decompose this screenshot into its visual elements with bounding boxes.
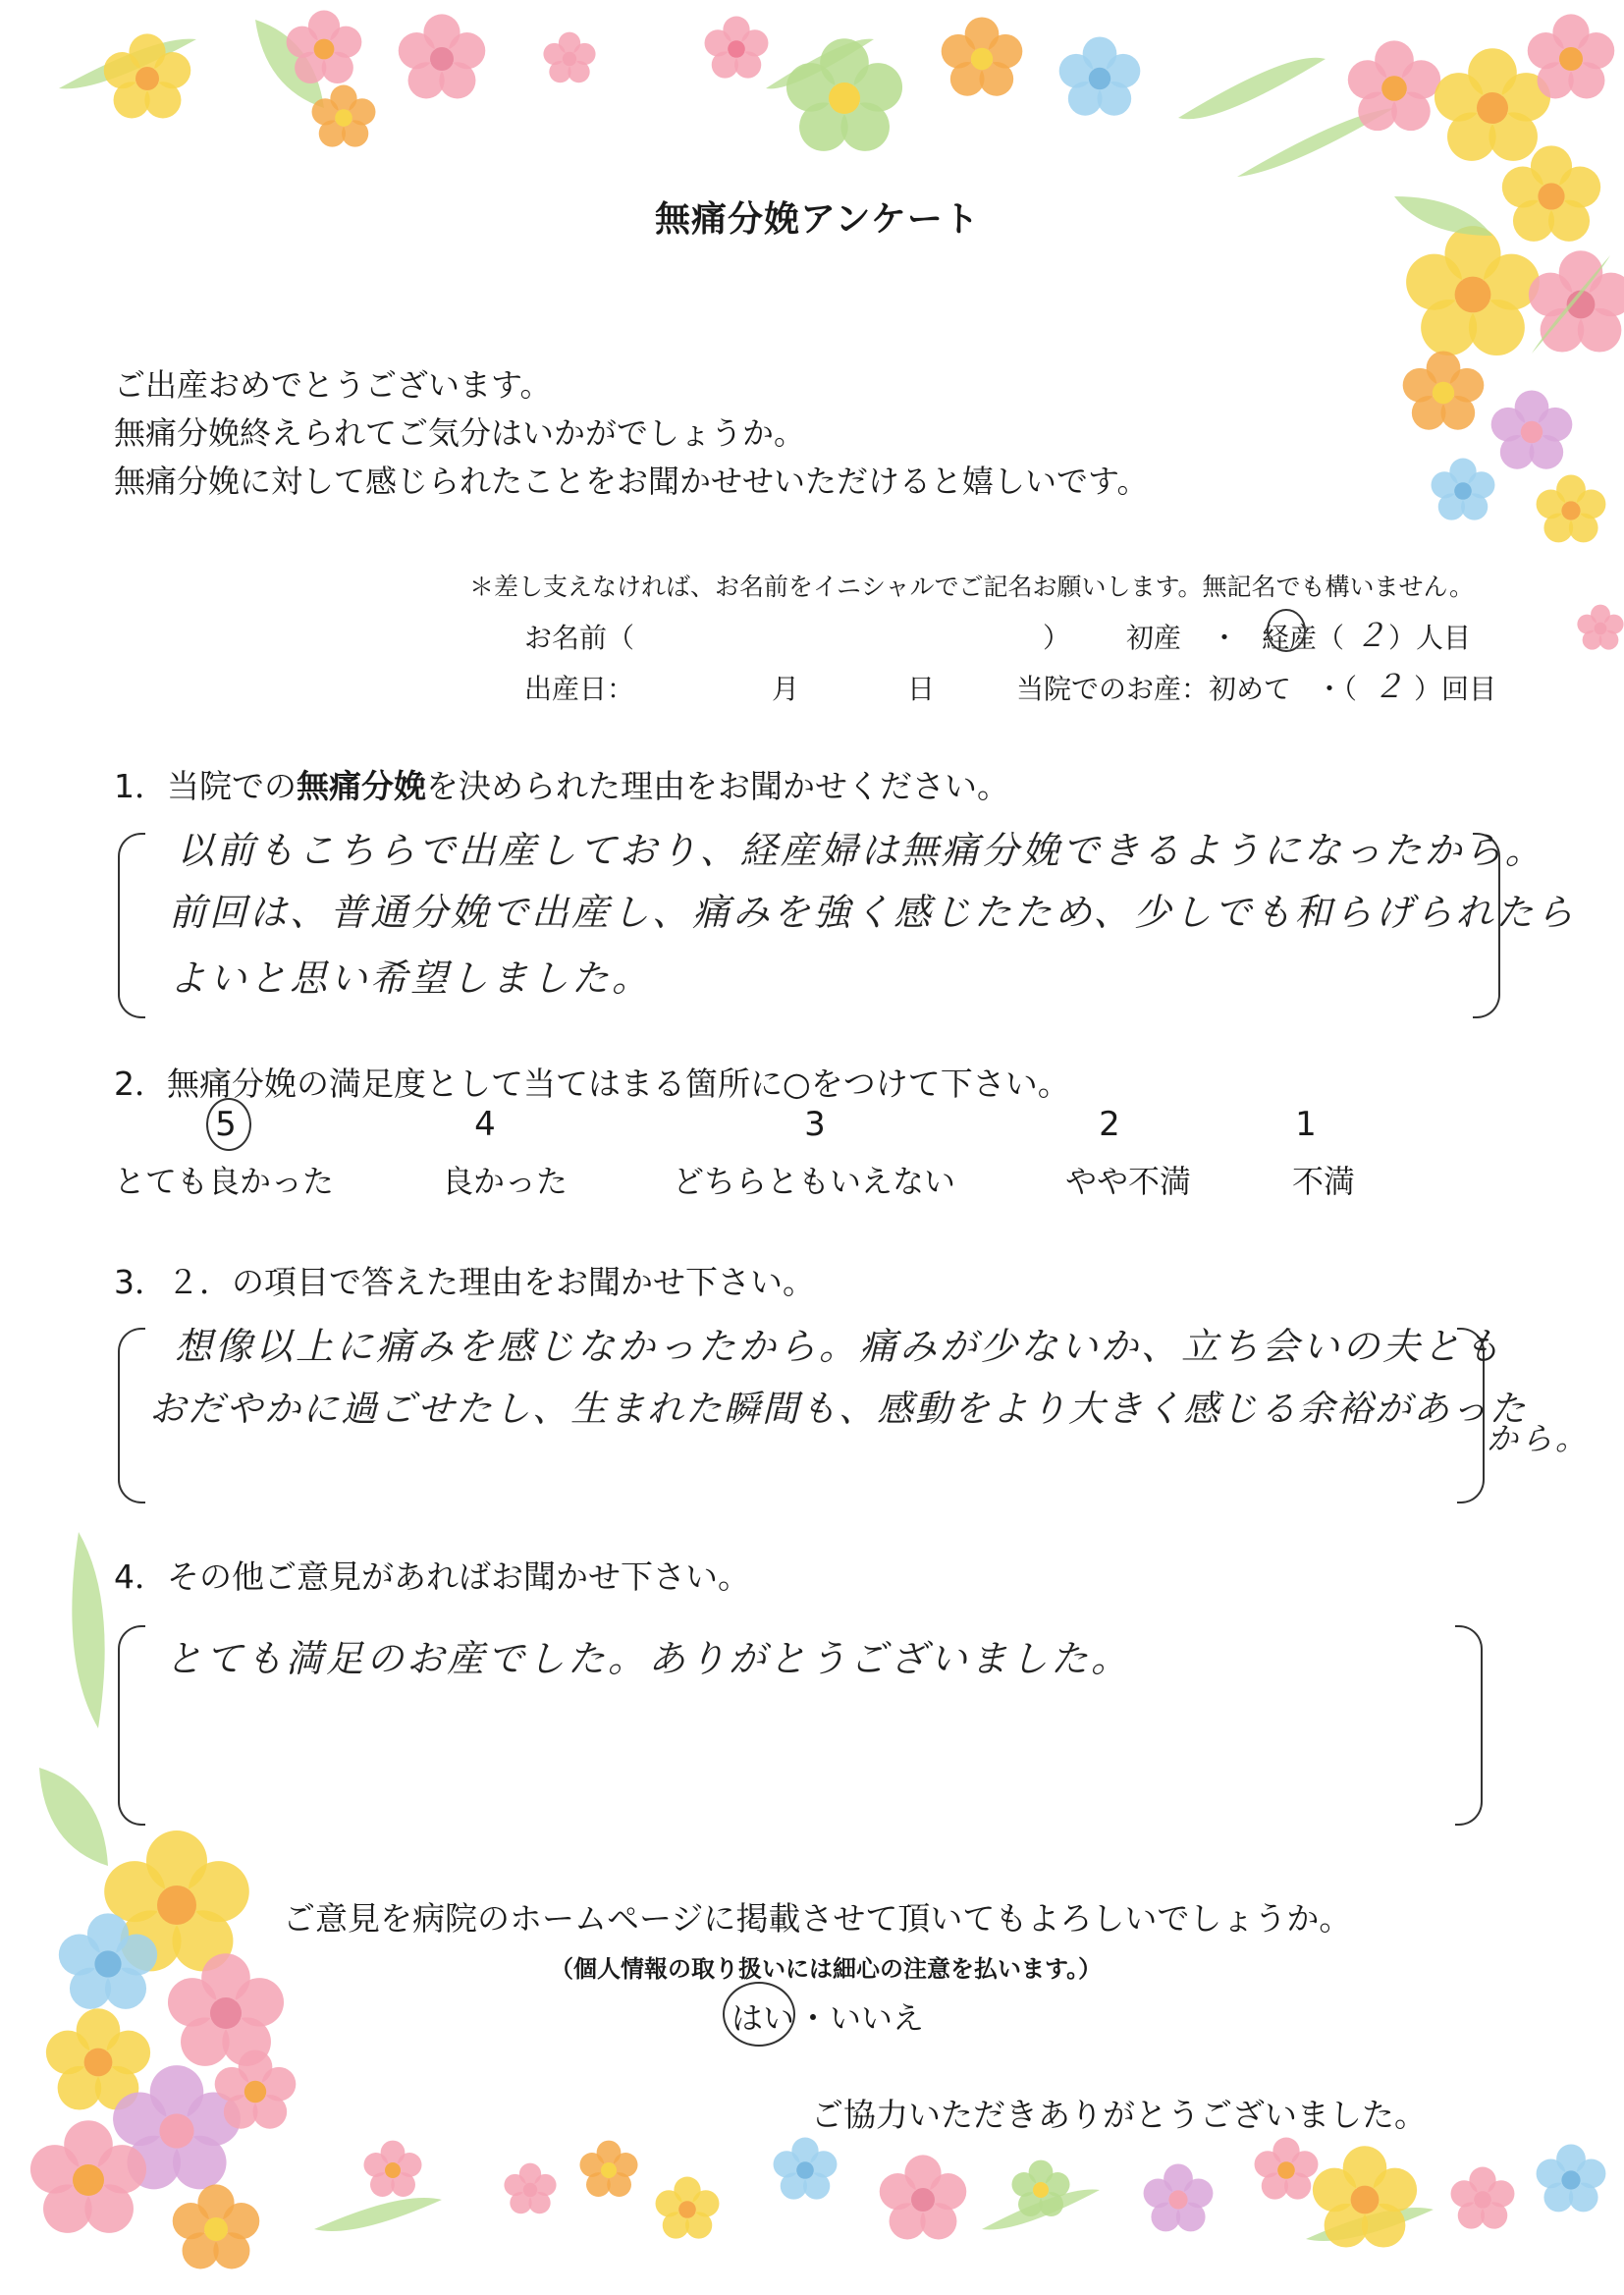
flower-icon bbox=[1577, 605, 1623, 650]
hospital-birth-count: ２ bbox=[1373, 668, 1405, 705]
flower-icon bbox=[287, 10, 362, 83]
multi-birth-circle bbox=[1267, 609, 1306, 652]
flower-icon bbox=[46, 2008, 150, 2109]
rating-number: 1 bbox=[1295, 1105, 1317, 1144]
flower-icon bbox=[1406, 226, 1540, 355]
flower-icon bbox=[656, 2177, 720, 2239]
rating-selected-circle bbox=[206, 1098, 251, 1151]
question-1-prefix: 当院での bbox=[167, 767, 297, 805]
answer-4-text: とても満足のお産でした。ありがとうございました。 bbox=[165, 1637, 1132, 1680]
answer-1-bracket-left bbox=[118, 833, 145, 1018]
rating-label: 良かった bbox=[442, 1163, 568, 1200]
rating-label: 不満 bbox=[1292, 1163, 1356, 1200]
separator-dot: ・ bbox=[1211, 622, 1239, 654]
name-label: お名前（ bbox=[524, 622, 635, 654]
intro-line: 無痛分娩終えられてご気分はいかがでしょうか。 bbox=[114, 414, 806, 452]
flower-icon bbox=[59, 1913, 157, 2009]
flower-icon bbox=[579, 2141, 637, 2197]
flower-icon bbox=[363, 2141, 421, 2197]
leaf-icon bbox=[255, 20, 324, 108]
leaf-icon bbox=[1306, 2208, 1434, 2241]
consent-question: ご意見を病院のホームページに掲載させて頂いてもよろしいでしょうか。 bbox=[283, 1899, 1352, 1938]
question-2: 2．無痛分娩の満足度として当てはまる箇所に○をつけて下さい。 bbox=[114, 1065, 1070, 1103]
leaf-icon bbox=[314, 2198, 442, 2231]
flower-icon bbox=[168, 1953, 284, 2066]
first-birth-option: 初産 bbox=[1126, 622, 1182, 654]
leaf-icon bbox=[1532, 255, 1610, 354]
flower-icon bbox=[504, 2163, 556, 2214]
flower-icon bbox=[399, 14, 486, 98]
rating-label: やや不満 bbox=[1065, 1163, 1192, 1200]
consent-note: （個人情報の取り扱いには細心の注意を払います。） bbox=[550, 1955, 1103, 1983]
flower-icon bbox=[1011, 2160, 1069, 2216]
hospital-birth-label: 当院でのお産：初めて bbox=[1016, 673, 1292, 705]
flower-icon bbox=[880, 2155, 967, 2239]
flower-icon bbox=[1255, 2138, 1319, 2200]
question-1-number: 1． bbox=[114, 767, 167, 805]
leaf-icon bbox=[1394, 196, 1492, 236]
flower-icon bbox=[1432, 459, 1495, 520]
thanks-message: ご協力いただきありがとうございました。 bbox=[811, 2096, 1427, 2134]
answer-3-line: 想像以上に痛みを感じなかったから。痛みが少ないか、立ち会いの夫とも bbox=[175, 1325, 1504, 1368]
intro-text bbox=[114, 361, 1148, 506]
flower-icon bbox=[1435, 48, 1550, 161]
answer-4-bracket-left bbox=[118, 1625, 145, 1826]
rating-number: 4 bbox=[474, 1105, 496, 1144]
question-1-bold: 無痛分娩 bbox=[297, 767, 426, 805]
rating-number: 5 bbox=[215, 1105, 237, 1144]
flower-icon bbox=[104, 1831, 249, 1971]
leaf-icon bbox=[766, 39, 874, 89]
page-title: 無痛分娩アンケート bbox=[655, 199, 980, 240]
flower-icon bbox=[173, 2184, 260, 2268]
rating-label: とても良かった bbox=[114, 1163, 335, 1200]
flower-icon bbox=[312, 85, 376, 147]
flower-icon bbox=[1537, 475, 1606, 543]
day-label: 日 bbox=[907, 673, 936, 705]
leaf-icon bbox=[1237, 108, 1394, 177]
flower-icon bbox=[543, 32, 595, 83]
flower-icon bbox=[705, 17, 769, 79]
flower-icon bbox=[1491, 390, 1573, 468]
multi-birth-option: 経産（ bbox=[1262, 622, 1345, 654]
flower-icon bbox=[113, 2065, 241, 2189]
flower-icon bbox=[1502, 145, 1600, 242]
month-label: 月 bbox=[772, 673, 800, 705]
flower-icon bbox=[1313, 2146, 1417, 2247]
leaf-icon bbox=[72, 1532, 104, 1728]
answer-4-bracket-right bbox=[1455, 1625, 1483, 1826]
leaf-icon bbox=[1178, 58, 1326, 120]
answer-1-line: 以前もこちらで出産しており、経産婦は無痛分娩できるようになったから。 bbox=[177, 829, 1545, 872]
consent-no: いいえ bbox=[830, 1999, 925, 2037]
answer-1-line: 前回は、普通分娩で出産し、痛みを強く感じたため、少しでも和らげられたら bbox=[169, 891, 1577, 934]
flower-icon bbox=[786, 38, 902, 151]
consent-yes-circle bbox=[723, 1982, 795, 2047]
rating-number: 2 bbox=[1099, 1105, 1120, 1144]
flower-icon bbox=[1144, 2164, 1214, 2232]
birth-date-label: 出産日： bbox=[524, 673, 635, 705]
flower-icon bbox=[1348, 40, 1440, 131]
flower-icon bbox=[215, 2049, 297, 2128]
flower-icon bbox=[1403, 351, 1485, 429]
hospital-birth-suffix: ）回目 bbox=[1414, 673, 1497, 705]
flower-icon bbox=[942, 17, 1023, 95]
leaf-icon bbox=[39, 1768, 108, 1866]
answer-3-bracket-left bbox=[118, 1328, 145, 1503]
flower-icon bbox=[1537, 2145, 1606, 2213]
question-1 bbox=[114, 761, 1009, 807]
multi-birth-count: ２ bbox=[1355, 617, 1387, 654]
flower-icon bbox=[774, 2138, 838, 2200]
question-1-suffix: を決められた理由をお聞かせください。 bbox=[426, 767, 1009, 805]
rating-number: 3 bbox=[804, 1105, 826, 1144]
answer-1-line: よいと思い希望しました。 bbox=[169, 956, 653, 1000]
answer-3-line: おだやかに過ごせたし、生まれた瞬間も、感動をより大きく感じる余裕があった bbox=[149, 1388, 1528, 1430]
answer-3-line: から。 bbox=[1487, 1420, 1591, 1457]
leaf-icon bbox=[59, 39, 196, 89]
anonymity-note: ＊差し支えなければ、お名前をイニシャルでご記名お願いします。無記名でも構いません。 bbox=[469, 573, 1475, 601]
intro-line: 無痛分娩に対して感じられたことをお聞かせせいただけると嬉しいです。 bbox=[114, 463, 1149, 500]
name-close: ） bbox=[1043, 622, 1071, 654]
question-4: 4．その他ご意見があればお聞かせ下さい。 bbox=[114, 1557, 750, 1596]
multi-birth-suffix: ）人目 bbox=[1388, 622, 1472, 654]
hospital-birth-dot: ・（ bbox=[1316, 673, 1358, 705]
leaf-icon bbox=[982, 2190, 1100, 2230]
flower-icon bbox=[1528, 14, 1615, 98]
rating-label: どちらともいえない bbox=[673, 1163, 956, 1200]
flower-icon bbox=[104, 33, 191, 118]
flower-icon bbox=[1529, 250, 1624, 352]
question-3: 3．２．の項目で答えた理由をお聞かせ下さい。 bbox=[114, 1263, 815, 1301]
consent-separator: ・ bbox=[797, 1999, 830, 2037]
flower-icon bbox=[30, 2120, 146, 2233]
intro-line: ご出産おめでとうございます。 bbox=[114, 366, 552, 404]
flower-icon bbox=[1059, 36, 1141, 115]
flower-icon bbox=[1451, 2167, 1515, 2229]
consent-yes: はい bbox=[731, 1999, 795, 2037]
